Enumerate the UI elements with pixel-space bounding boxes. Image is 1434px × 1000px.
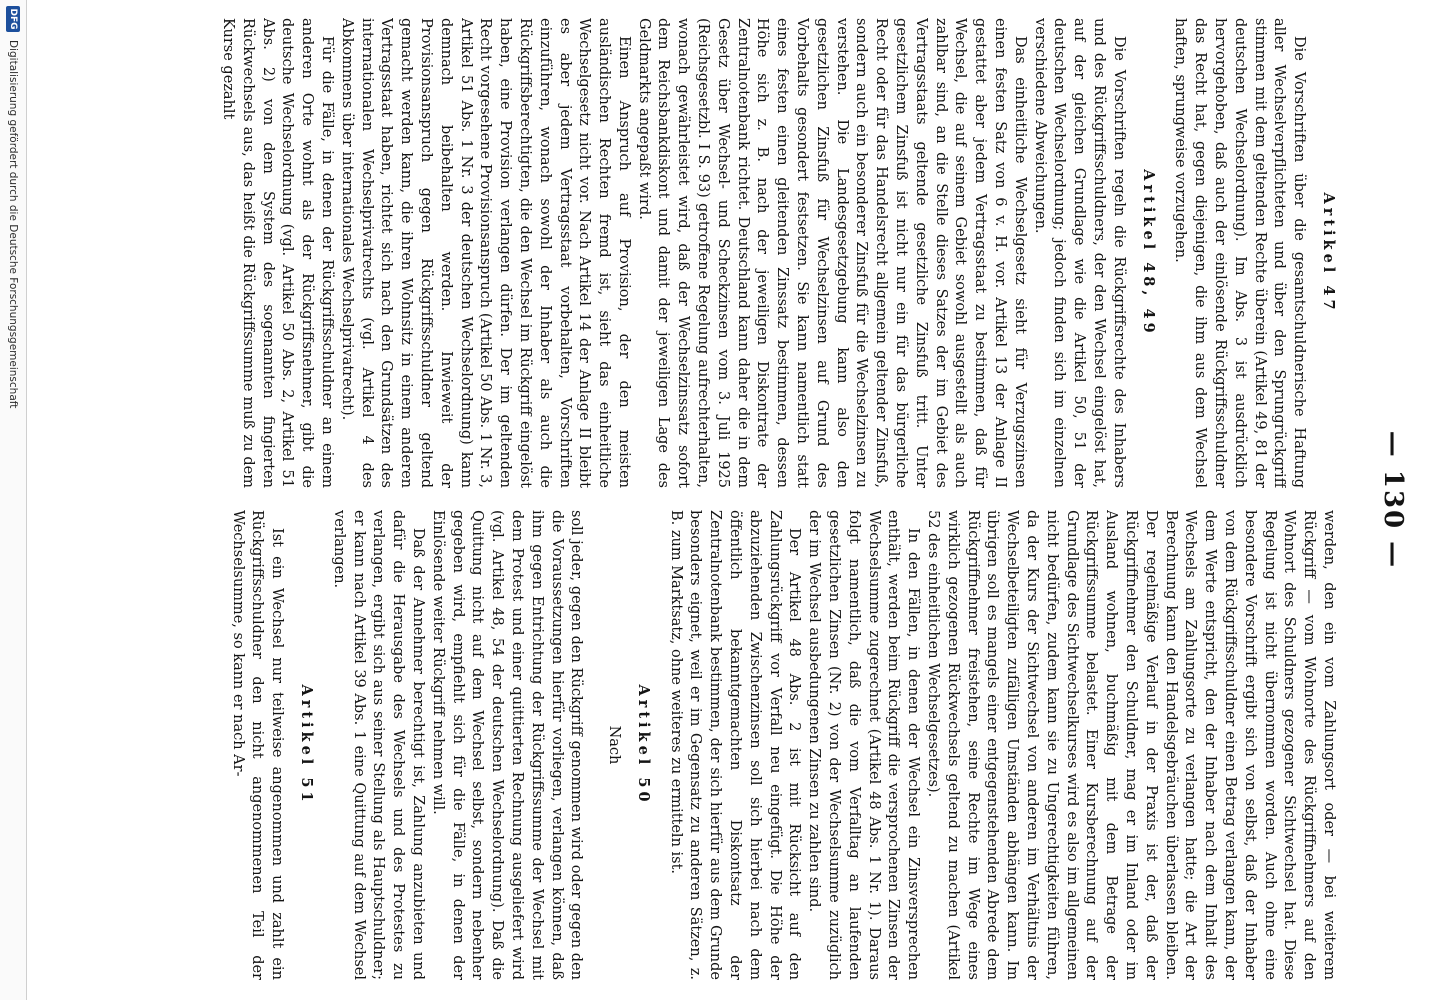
article-51-paragraph: Ist ein Wechsel nur teilweise angenommen und zahlt ein Rückgriffsschuldner den nicht angenommenen Teil der Wechselsumme, so kann er nach Ar- — [229, 510, 286, 980]
article-48-49-paragraph-1: Die Vorschriften regeln die Rückgriffsrechte des Inhabers und des Rückgriffsschuldners, der den Wechsel eingelöst hat, auf der gleichen Grundlage wie die Artikel 50, 51 der deutschen Wechselordnung; jedoch finden sich im einzelnen verschiedene Abweichungen. — [1031, 18, 1127, 488]
continued-paragraph: werden, den ein vom Zahlungsort oder — bei weiterem Rückgriff — vom Wohnorte des Rückgriffnehmers auf den Wohnort des Schuldners gezogener Sichtwechsel hat. Diese Regelung ist nicht übernommen worden. Auch ohne eine besondere Vorschrift ergibt sich von selbst, daß der Inhaber von dem Rückgriffsschuldner einen Betrag verlangen kann, der dem Werte entspricht, den der Inhaber nach dem Inhalt des Wechsels am Zahlungsorte zu verlangen hatte; die Art der Berechnung kann den Handelsgebräuchen überlassen bleiben. Der regelmäßige Verlauf in der Praxis ist der, daß der Rückgriffnehmer den Schuldner, mag er im Inland oder im Ausland wohnen, buchmäßig mit dem Betrage der Rückgriffssumme belastet. Einer Kursberechnung auf der Grundlage des Sichtwechselkurses wird es also im allgemeinen nicht bedürfen, zudem kann sie zu Ungerechtigkeiten führen, da der Kurs der Sichtwechsel von anderen im Verhältnis der Wechselbeteiligten zufälligen Umständen abhängen kann. Im übrigen soll es mangels einer entgegenstehenden Abrede dem Rückgriffnehmer freistehen, seine Rechte im Wege eines wirklich gezogenen Rückwechsels geltend zu machen (Artikel 52 des einheitlichen Wechselgesetzes). — [925, 510, 1337, 980]
dfg-logo: DFG — [6, 6, 20, 32]
right-column — [88, 510, 1338, 980]
article-48-49-paragraph-2: Das einheitliche Wechselgesetz sieht für Verzugszinsen einen festen Satz von 6 v. H. vor. Artikel 13 der Anlage II gestattet aber jedem Vertragsstaat zu bestimmen, daß für Wechsel, die auf seinem Gebiet sowohl ausgestellt als auch zahlbar sind, an die Stelle dieses Satzes der im Gebiet des Vertragsstaats geltende gesetzliche Zinsfuß tritt. Unter gesetzlichem Zinsfuß ist nicht nur ein für das bürgerliche Recht oder für das Handelsrecht allgemein geltender Zinsfuß, sondern auch ein besonderer Zinsfuß für die Wechselzinsen zu verstehen. Die Landesgesetzgebung kann also den gesetzlichen Zinsfuß für Wechselzinsen auf Grund des Vorbehalts gesondert festsetzen. Sie kann namentlich statt eines festen einen gleitenden Zinssatz bestimmen, dessen Höhe sich z. B. nach der jeweiligen Diskontrate der Zentralnotenbank richtet. Deutschland kann daher die in dem Gesetz über Wechsel- und Scheckzinsen vom 3. Juli 1925 (Reichsgesetzbl. I S. 93) getroffene Regelung aufrechterhalten, wonach gewährleistet wird, daß der Wechselzinssatz sofort dem Reichsbankdiskont und damit der jeweiligen Lage des Geldmarkts angepaßt wird. — [635, 18, 1028, 488]
digitization-footer — [0, 0, 27, 1000]
article-48-49-heading: Artikel 48, 49 — [1139, 169, 1157, 337]
spacer — [585, 510, 603, 980]
interest-paragraph: In den Fällen, in denen der Wechsel ein Zinsversprechen enthält, werden beim Rückgriff die versprochenen Zinsen der Wechselsumme zugerechnet (Artikel 48 Abs. 1 Nr. 1). Daraus folgt namentlich, daß die vom Verfalltag an laufenden gesetzlichen Zinsen (Nr. 2) von der Wechselsumme zuzüglich der im Wechsel ausbedungenen Zinsen zu zahlen sind. — [806, 510, 922, 980]
article-50-heading: Artikel 50 — [634, 684, 652, 806]
article-48-49-paragraph-4: Für die Fälle, in denen der Rückgriffsschuldner an einem anderen Orte wohnt als der Rückgriffsnehmer, gibt die deutsche Wechselordnung (vgl. Artikel 50 Abs. 2, Artikel 51 Abs. 2) von dem System des sogenannten fingierten Rückwechsels aus, das heißt die Rückgriffssumme muß zu dem Kurse gezahlt — [219, 18, 335, 488]
article-48-49-paragraph-3: Einen Anspruch auf Provision, der den meisten ausländischen Rechten fremd ist, sieht das einheitliche Wechselgesetz nicht vor. Nach Artikel 14 der Anlage II bleibt es aber jedem Vertragsstaat vorbehalten, Vorschriften einzuführen, wonach sowohl der Inhaber als auch die Rückgriffsberechtigten, die den Wechsel im Rückgriff eingelöst haben, eine Provision verlangen dürfen. Der im geltenden Recht vorgesehene Provisionsanspruch (Artikel 50 Abs. 1 Nr. 3, Artikel 51 Abs. 1 Nr. 3 der deutschen Wechselordnung) kann demnach beibehalten werden. Inwieweit der Provisionsanspruch gegen Rückgriffsschuldner geltend gemacht werden kann, die ihren Wohnsitz in einem anderen Vertragsstaat haben, richtet sich nach den Grundsätzen des internationalen Wechselprivatrechts (vgl. Artikel 4 des Abkommens über internationales Wechselprivatrecht). — [338, 18, 632, 488]
article-50-paragraph-2: Daß der Annehmer berechtigt ist, Zahlung anzubieten und dafür die Herausgabe des Wechsels und des Protestes zu verlangen, ergibt sich aus seiner Stellung als Hauptschuldner; er kann nach Artikel 39 Abs. 1 eine Quittung auf dem Wechsel verlangen. — [330, 510, 426, 980]
article-51-heading: Artikel 51 — [297, 684, 315, 806]
article-50-lead: Nach — [606, 725, 623, 765]
left-column — [88, 18, 1338, 488]
discount-paragraph: Der Artikel 48 Abs. 2 ist mit Rücksicht auf den Zahlungsrückgriff vor Verfall neu eingefügt. Die Höhe der abzuziehenden Zwischenzinsen soll sich hierbei nach dem öffentlich bekanntgemachten Diskontsatz der Zentralnotenbank bestimmen, der sich hierfür aus dem Grunde besonders eignet, weil er im Gegensatz zu anderen Sätzen, z. B. zum Marktsatz, ohne weiteres zu ermitteln ist. — [667, 510, 803, 980]
article-50-paragraph-1: soll jeder, gegen den Rückgriff genommen wird oder gegen den die Voraussetzungen hierfür vorliegen, verlangen können, daß ihm gegen Entrichtung der Rückgriffssumme der Wechsel mit dem Protest und einer quittierten Rechnung ausgeliefert wird (vgl. Artikel 48, 54 der deutschen Wechselordnung). Daß die Quittung nicht auf dem Wechsel selbst, sondern nebenher gegeben wird, empfiehlt sich für die Fälle, in denen der Einlösende weiter Rückgriff nehmen will. — [429, 510, 585, 980]
funding-credit: Digitalisierung gefördert durch die Deutsche Forschungsgemeinschaft — [7, 40, 19, 409]
article-47-paragraph: Die Vorschriften über die gesamtschuldnerische Haftung aller Wechselverpflichteten und über den Sprungrückgriff stimmen mit dem geltenden Rechte überein (Artikel 49, 81 der deutschen Wechselordnung). Im Abs. 3 ist ausdrücklich hervorgehoben, daß auch der einlösende Rückgriffsschuldner das Recht hat, gegen diejenigen, die ihm aus dem Wechsel haften, sprungweise vorzugehen. — [1172, 18, 1308, 488]
article-47-heading: Artikel 47 — [1320, 192, 1337, 314]
page-number: — 130 — — [1378, 430, 1408, 570]
